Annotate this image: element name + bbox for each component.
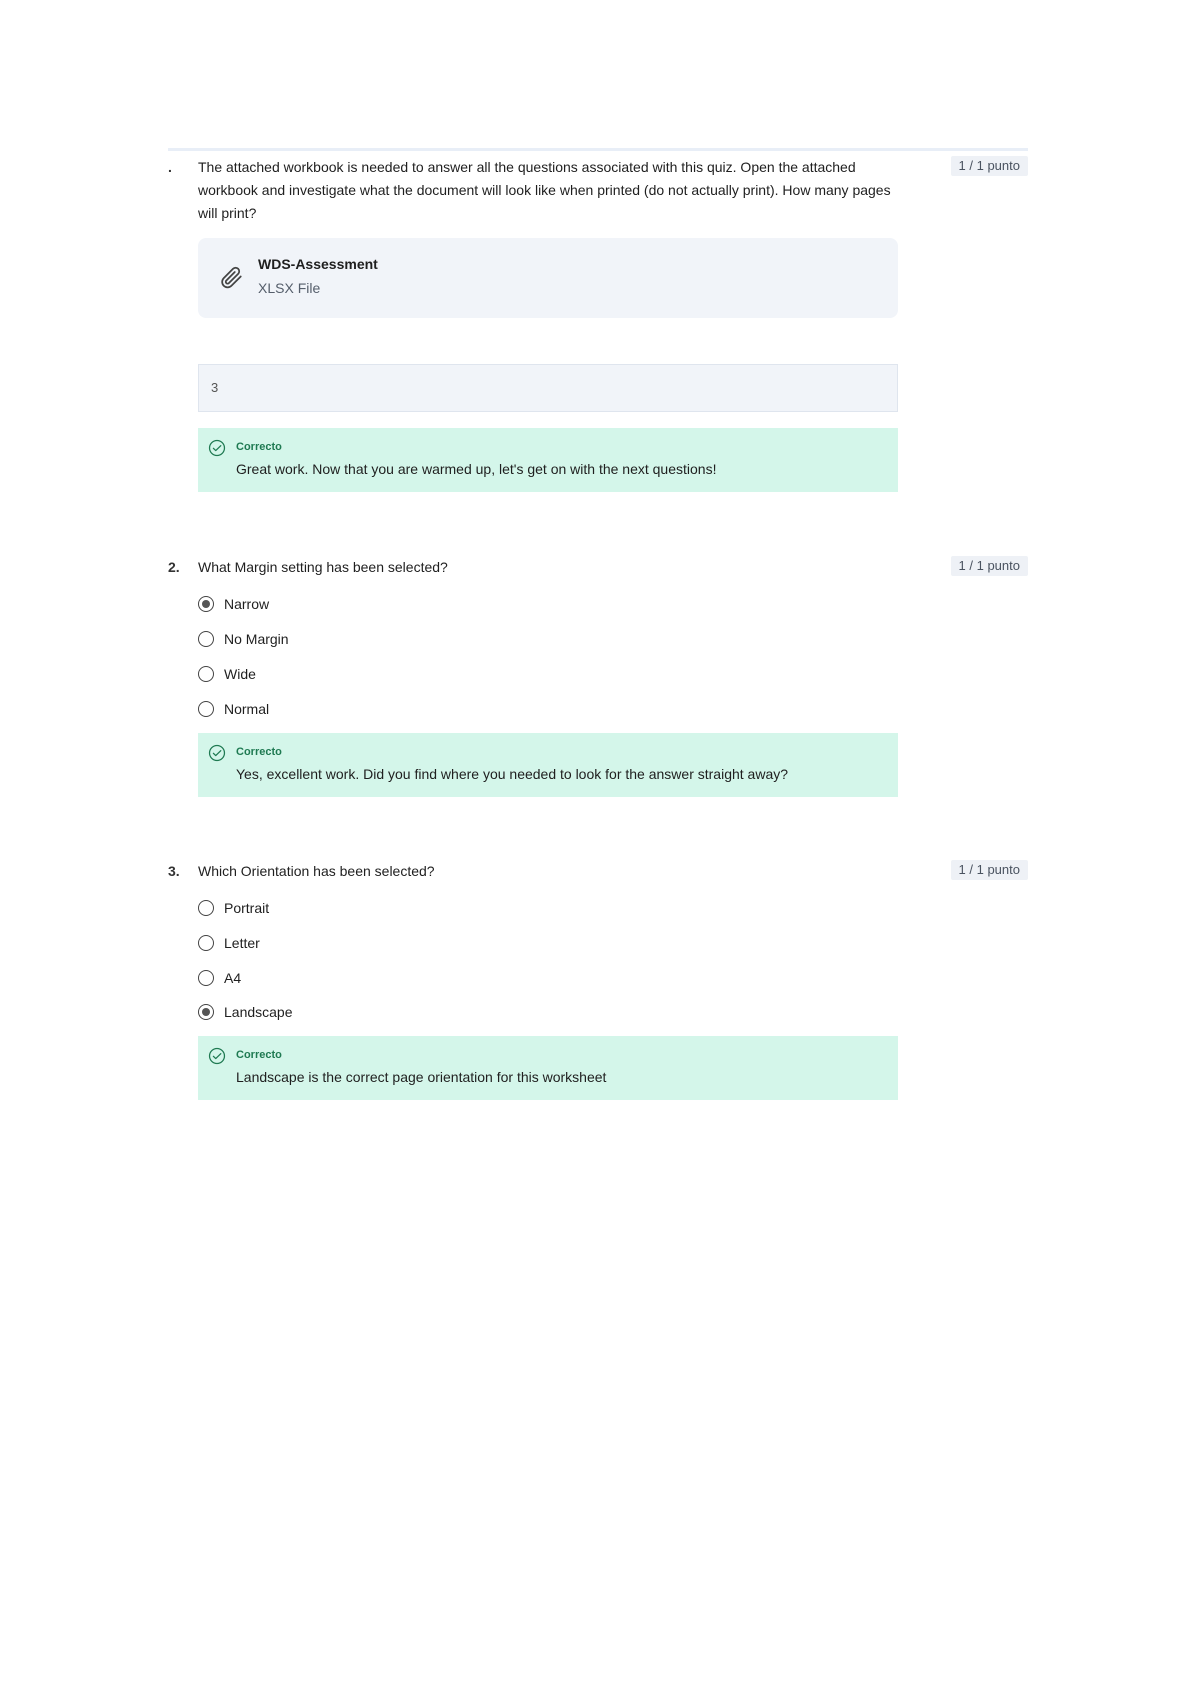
option-label: Letter — [224, 935, 260, 951]
option-wide[interactable] — [198, 662, 256, 686]
radio-button[interactable] — [198, 666, 214, 682]
option-label: A4 — [224, 970, 242, 986]
option-a4[interactable] — [198, 966, 241, 990]
check-circle-icon — [208, 439, 226, 457]
option-label: Normal — [224, 701, 270, 717]
attachment-name: WDS-Assessment — [258, 256, 378, 272]
radio-button[interactable] — [198, 970, 214, 986]
option-narrow[interactable] — [198, 592, 269, 616]
option-letter[interactable] — [198, 931, 260, 955]
option-portrait[interactable] — [198, 896, 269, 920]
question-number: . — [168, 159, 172, 175]
section-divider — [168, 148, 1028, 151]
points-badge: 1 / 1 punto — [951, 556, 1028, 576]
radio-button[interactable] — [198, 596, 214, 612]
question-2 — [168, 556, 1028, 796]
radio-button[interactable] — [198, 701, 214, 717]
option-normal[interactable] — [198, 697, 269, 721]
question-1 — [168, 156, 1028, 496]
paperclip-icon — [218, 264, 244, 290]
radio-button[interactable] — [198, 1004, 214, 1020]
attachment-card[interactable] — [198, 238, 898, 318]
question-text: The attached workbook is needed to answer all the questions associated with this quiz. Open the attached workbook and investigate what the document will look like when printed (do not actually print). How many pages will print? — [198, 159, 891, 221]
option-label: Narrow — [224, 596, 270, 612]
feedback-text: Landscape is the correct page orientation for this worksheet — [236, 1069, 607, 1085]
option-landscape[interactable] — [198, 1000, 293, 1024]
question-number: 2. — [168, 559, 180, 575]
option-label: Portrait — [224, 900, 270, 916]
radio-button[interactable] — [198, 900, 214, 916]
feedback-box — [198, 733, 898, 797]
check-circle-icon — [208, 744, 226, 762]
option-no-margin[interactable] — [198, 627, 289, 651]
feedback-title: Correcto — [236, 746, 282, 758]
option-label: Landscape — [224, 1004, 293, 1020]
answer-field[interactable]: 3 — [198, 364, 898, 412]
feedback-text: Yes, excellent work. Did you find where you needed to look for the answer straight away? — [236, 766, 789, 782]
radio-button[interactable] — [198, 935, 214, 951]
feedback-box — [198, 428, 898, 492]
points-badge: 1 / 1 punto — [951, 156, 1028, 176]
feedback-title: Correcto — [236, 441, 282, 453]
question-text: What Margin setting has been selected? — [198, 559, 448, 575]
feedback-title: Correcto — [236, 1049, 282, 1061]
option-label: Wide — [224, 666, 256, 682]
attachment-type: XLSX File — [258, 280, 321, 296]
option-label: No Margin — [224, 631, 289, 647]
question-number: 3. — [168, 863, 180, 879]
feedback-text: Great work. Now that you are warmed up, let's get on with the next questions! — [236, 461, 717, 477]
points-badge: 1 / 1 punto — [951, 860, 1028, 880]
check-circle-icon — [208, 1047, 226, 1065]
radio-button[interactable] — [198, 631, 214, 647]
feedback-box — [198, 1036, 898, 1100]
question-3 — [168, 860, 1028, 1100]
question-text: Which Orientation has been selected? — [198, 863, 435, 879]
